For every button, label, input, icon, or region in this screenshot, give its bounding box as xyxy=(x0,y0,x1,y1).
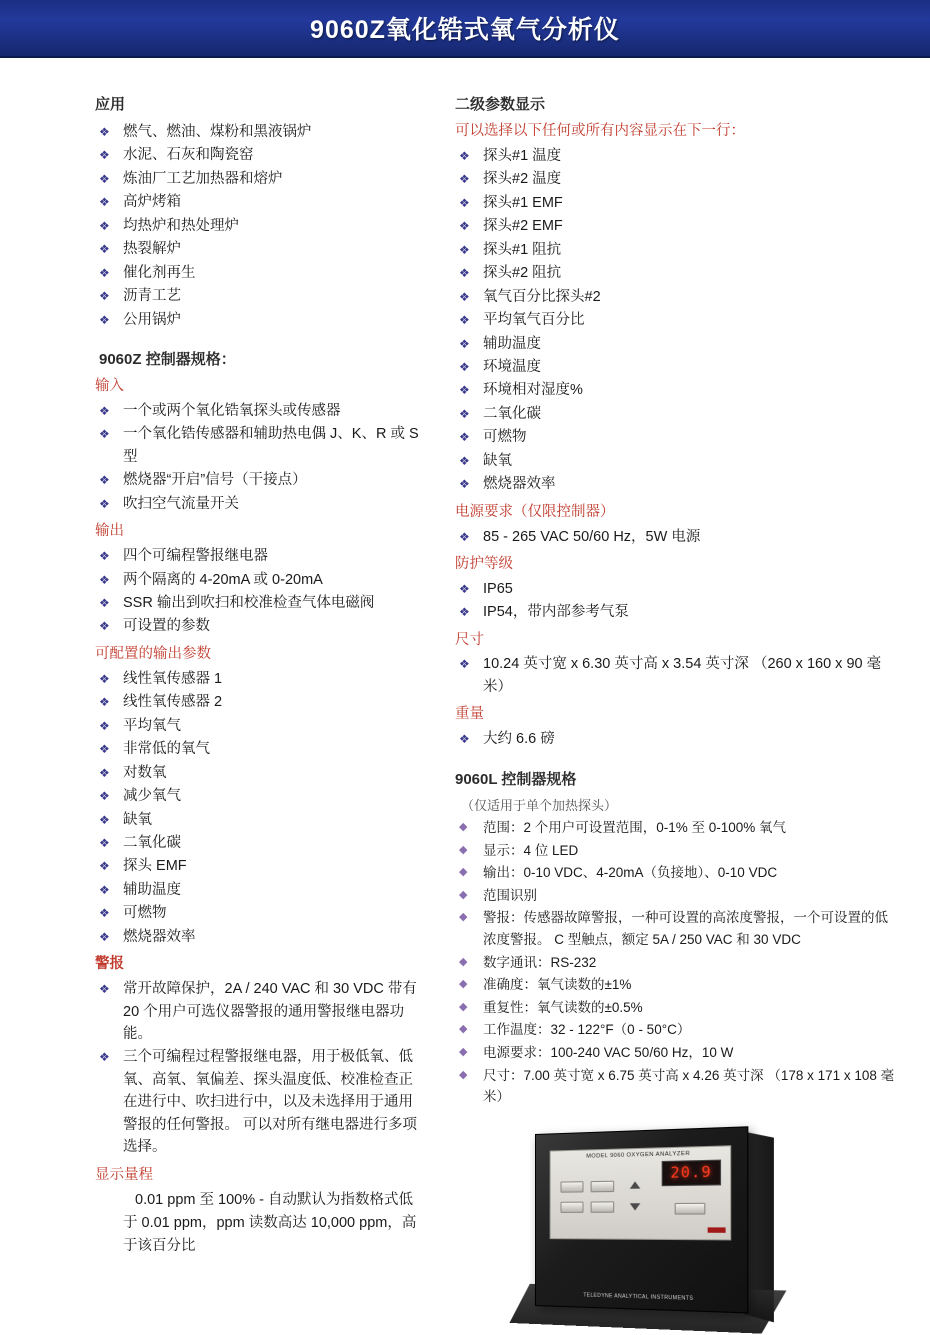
list-item-label: 电源要求：100-240 VAC 50/60 Hz，10 W xyxy=(483,1045,734,1061)
input-list xyxy=(95,400,422,515)
bullet-icon: ❖ xyxy=(99,265,110,280)
bullet-icon: ❖ xyxy=(99,403,110,418)
list-item xyxy=(95,785,422,807)
list-item xyxy=(95,215,422,237)
list-item-label: 可燃物 xyxy=(123,905,167,922)
list-item xyxy=(455,653,900,698)
list-item xyxy=(95,615,422,637)
list-item xyxy=(455,473,900,495)
list-item xyxy=(95,144,422,166)
device-button-3[interactable] xyxy=(560,1201,583,1212)
list-item xyxy=(95,902,422,924)
bullet-icon: ❖ xyxy=(459,430,470,445)
list-item-label: 可燃物 xyxy=(483,429,527,446)
list-item-label: 二氧化碳 xyxy=(123,834,181,851)
list-item xyxy=(455,1042,900,1064)
list-item xyxy=(455,862,900,884)
list-item-label: 线性氧传感器 2 xyxy=(123,694,223,711)
secondary-params-lead: 可以选择以下任何或所有内容显示在下一行： xyxy=(455,123,745,139)
device-button-4[interactable] xyxy=(591,1201,615,1212)
list-item-label: 平均氧气 xyxy=(123,717,181,734)
bullet-icon: ❖ xyxy=(459,172,470,187)
list-item-label: 环境相对湿度% xyxy=(483,382,583,399)
list-item xyxy=(95,762,422,784)
display-range-text: 0.01 ppm 至 100% - 自动默认为指数格式低于 0.01 ppm，ppm 读数高达 10,000 ppm，高于该百分比 xyxy=(123,1191,417,1254)
list-item xyxy=(455,379,900,401)
list-item xyxy=(95,879,422,901)
bullet-icon: ❖ xyxy=(459,605,470,620)
list-item xyxy=(455,974,900,996)
bullet-icon: ❖ xyxy=(459,242,470,257)
list-item-label: 探头#1 EMF xyxy=(483,194,563,211)
list-item xyxy=(455,907,900,950)
device-button-1[interactable] xyxy=(560,1181,583,1192)
bullet-icon: ❖ xyxy=(459,148,470,163)
bullet-icon: ❖ xyxy=(99,171,110,186)
list-item-label: 数字通讯：RS-232 xyxy=(483,954,597,970)
list-item-label: 线性氧传感器 1 xyxy=(123,670,223,687)
bullet-icon: ❖ xyxy=(99,496,110,511)
list-item-label: 四个可编程警报继电器 xyxy=(123,548,268,565)
list-item xyxy=(455,817,900,839)
list-item-label: 减少氧气 xyxy=(123,788,181,805)
bullet-icon: ❖ xyxy=(459,406,470,421)
list-item-label: 燃烧器“开启”信号（干接点） xyxy=(123,472,307,489)
arrow-up-icon[interactable] xyxy=(630,1181,641,1188)
diamond-icon: ◆ xyxy=(459,978,468,991)
diamond-icon: ◆ xyxy=(459,955,468,968)
bullet-icon: ❖ xyxy=(99,982,110,997)
analyzer-device-illustration xyxy=(535,1126,758,1317)
list-item-label: 高炉烤箱 xyxy=(123,194,181,211)
diamond-icon: ◆ xyxy=(459,821,468,834)
power-list xyxy=(455,526,900,548)
bullet-icon: ❖ xyxy=(99,427,110,442)
display-range-label: 显示量程 xyxy=(95,1166,153,1183)
diamond-icon: ◆ xyxy=(459,1000,468,1013)
bullet-icon: ❖ xyxy=(99,148,110,163)
list-item-label: 燃气、燃油、煤粉和黑液锅炉 xyxy=(123,124,312,140)
list-item-label: 工作温度：32 - 122°F（0 - 50°C） xyxy=(483,1022,691,1038)
dimensions-list xyxy=(455,653,900,698)
list-item-label: 催化剂再生 xyxy=(123,264,196,281)
list-item-label: IP65 xyxy=(483,580,513,597)
list-item-label: 范围识别 xyxy=(483,887,537,903)
page-header xyxy=(0,0,930,58)
list-item xyxy=(95,121,422,143)
bullet-icon: ❖ xyxy=(99,671,110,686)
list-item-label: 常开故障保护，2A / 240 VAC 和 30 VDC 带有 20 个用户可选仪器警报的通用警报继电器功能。 xyxy=(123,981,417,1042)
list-item-label: 范围：2 个用户可设置范围，0-1% 至 0-100% 氧气 xyxy=(483,820,787,836)
bullet-icon: ❖ xyxy=(459,266,470,281)
list-item-label: 探头#2 温度 xyxy=(483,171,562,188)
list-item xyxy=(455,309,900,331)
input-label: 输入 xyxy=(95,378,124,395)
device-brand-label: MODEL 9060 OXYGEN ANALYZER xyxy=(586,1150,691,1160)
bullet-icon: ❖ xyxy=(99,1050,110,1065)
list-item-label: 探头 EMF xyxy=(123,858,187,875)
product-photo xyxy=(455,1124,900,1319)
list-item xyxy=(95,978,422,1045)
bullet-icon: ❖ xyxy=(99,572,110,587)
list-item-label: IP54，带内部参考气泵 xyxy=(483,604,629,621)
weight-label: 重量 xyxy=(455,706,484,723)
list-item xyxy=(455,426,900,448)
list-item xyxy=(455,192,900,214)
power-label: 电源要求（仅限控制器） xyxy=(455,503,615,520)
list-item xyxy=(455,239,900,261)
bullet-icon: ❖ xyxy=(459,453,470,468)
bullet-icon: ❖ xyxy=(99,812,110,827)
list-item-label: 10.24 英寸宽 x 6.30 英寸高 x 3.54 英寸深 （260 x 160 x 90 毫米） xyxy=(483,656,882,695)
list-item xyxy=(455,997,900,1019)
applications-heading: 应用 xyxy=(95,96,126,113)
list-item xyxy=(95,191,422,213)
device-logo-label: TELEDYNE ANALYTICAL INSTRUMENTS xyxy=(583,1292,694,1302)
list-item xyxy=(455,450,900,472)
list-item-label: 一个或两个氧化锆氧探头或传感器 xyxy=(123,402,341,419)
list-item-label: 显示：4 位 LED xyxy=(483,842,579,858)
applications-list xyxy=(95,121,422,331)
l-spec-list xyxy=(455,817,900,1108)
configurable-output-list xyxy=(95,668,422,949)
list-item xyxy=(95,592,422,614)
bullet-icon: ❖ xyxy=(99,742,110,757)
list-item xyxy=(95,1046,422,1158)
device-indicator xyxy=(708,1227,726,1232)
list-item xyxy=(455,840,900,862)
bullet-icon: ❖ xyxy=(459,529,470,544)
list-item xyxy=(455,1019,900,1041)
bullet-icon: ❖ xyxy=(99,195,110,210)
list-item-label: 85 - 265 VAC 50/60 Hz，5W 电源 xyxy=(483,528,701,545)
list-item xyxy=(455,885,900,907)
list-item-label: 环境温度 xyxy=(483,358,541,375)
list-item-label: 准确度：氧气读数的±1% xyxy=(483,977,632,993)
bullet-icon: ❖ xyxy=(99,765,110,780)
list-item-label: 非常低的氧气 xyxy=(123,741,210,758)
list-item xyxy=(95,715,422,737)
list-item-label: 探头#2 EMF xyxy=(483,218,563,235)
list-item-label: 三个可编程过程警报继电器，用于极低氧、低氧、高氧、氧偏差、探头温度低、校准检查正在进行中、吹扫进行中，以及未选择用于通用警报的任何警报。 可以对所有继电器进行多项选择。 xyxy=(123,1049,418,1156)
list-item xyxy=(455,578,900,600)
list-item xyxy=(95,545,422,567)
list-item xyxy=(455,403,900,425)
device-button-enter[interactable] xyxy=(675,1203,706,1215)
bullet-icon: ❖ xyxy=(459,313,470,328)
configurable-output-label: 可配置的输出参数 xyxy=(95,645,211,662)
list-item-label: 辅助温度 xyxy=(123,881,181,898)
bullet-icon: ❖ xyxy=(99,906,110,921)
list-item-label: 探头#1 温度 xyxy=(483,147,562,164)
left-column xyxy=(30,94,430,1319)
list-item-label: 燃烧器效率 xyxy=(483,476,556,493)
list-item xyxy=(95,168,422,190)
list-item-label: 平均氧气百分比 xyxy=(483,312,585,329)
list-item-label: 探头#1 阻抗 xyxy=(483,241,562,258)
list-item-label: 两个隔离的 4-20mA 或 0-20mA xyxy=(123,571,323,588)
device-button-2[interactable] xyxy=(591,1181,615,1193)
list-item-label: 对数氧 xyxy=(123,764,167,781)
list-item xyxy=(455,526,900,548)
bullet-icon: ❖ xyxy=(99,473,110,488)
bullet-icon: ❖ xyxy=(459,581,470,596)
bullet-icon: ❖ xyxy=(99,789,110,804)
bullet-icon: ❖ xyxy=(99,835,110,850)
list-item xyxy=(455,356,900,378)
alarm-label: 警报 xyxy=(95,956,124,973)
bullet-icon: ❖ xyxy=(99,695,110,710)
list-item-label: 燃烧器效率 xyxy=(123,928,196,945)
bullet-icon: ❖ xyxy=(99,596,110,610)
list-item-label: 氧气百分比探头#2 xyxy=(483,288,601,305)
bullet-icon: ❖ xyxy=(459,383,470,398)
list-item xyxy=(95,832,422,854)
list-item-label: 警报：传感器故障警报，一种可设置的高浓度警报，一个可设置的低浓度警报。 C 型触点，额定 5A / 250 VAC 和 30 VDC xyxy=(483,910,888,948)
output-list xyxy=(95,545,422,638)
list-item-label: 缺氧 xyxy=(483,452,512,469)
weight-list xyxy=(455,728,900,750)
list-item xyxy=(455,145,900,167)
list-item-label: 热裂解炉 xyxy=(123,241,181,258)
l-spec-note: （仅适用于单个加热探头） xyxy=(461,797,618,813)
diamond-icon: ◆ xyxy=(459,843,468,856)
bullet-icon: ❖ xyxy=(459,336,470,351)
list-item-label: 炼油厂工艺加热器和熔炉 xyxy=(123,170,283,187)
bullet-icon: ❖ xyxy=(99,312,110,327)
list-item-label: 吹扫空气流量开关 xyxy=(123,495,239,512)
list-item-label: 缺氧 xyxy=(123,811,152,828)
arrow-down-icon[interactable] xyxy=(630,1203,641,1210)
secondary-params-list xyxy=(455,145,900,496)
bullet-icon: ❖ xyxy=(99,218,110,233)
diamond-icon: ◆ xyxy=(459,911,468,924)
device-display-value: 20.9 xyxy=(670,1163,712,1182)
list-item-label: 输出：0-10 VDC、4-20mA（负接地）、0-10 VDC xyxy=(483,865,778,881)
device-display xyxy=(662,1159,721,1186)
list-item xyxy=(95,262,422,284)
bullet-icon: ❖ xyxy=(99,929,110,944)
list-item xyxy=(455,215,900,237)
list-item-label: 辅助温度 xyxy=(483,335,541,352)
alarm-list xyxy=(95,978,422,1159)
list-item xyxy=(95,285,422,307)
bullet-icon: ❖ xyxy=(99,125,110,139)
list-item-label: 大约 6.6 磅 xyxy=(483,731,555,748)
bullet-icon: ❖ xyxy=(459,732,470,747)
diamond-icon: ◆ xyxy=(459,1046,468,1059)
list-item-label: 重复性：氧气读数的±0.5% xyxy=(483,999,643,1015)
list-item-label: 均热炉和热处理炉 xyxy=(123,217,239,234)
list-item xyxy=(95,423,422,468)
content-columns xyxy=(0,58,930,1329)
list-item-label: 公用锅炉 xyxy=(123,311,181,328)
bullet-icon: ❖ xyxy=(99,882,110,897)
bullet-icon: ❖ xyxy=(459,657,470,672)
bullet-icon: ❖ xyxy=(459,477,470,492)
list-item xyxy=(95,309,422,331)
diamond-icon: ◆ xyxy=(459,1068,468,1081)
diamond-icon: ◆ xyxy=(459,888,468,901)
diamond-icon: ◆ xyxy=(459,1023,468,1036)
list-item xyxy=(455,286,900,308)
list-item-label: 尺寸：7.00 英寸宽 x 6.75 英寸高 x 4.26 英寸深 （178 x 171 x 108 毫米） xyxy=(483,1067,895,1105)
list-item xyxy=(455,168,900,190)
list-item xyxy=(95,569,422,591)
list-item xyxy=(95,855,422,877)
output-label: 输出 xyxy=(95,523,124,540)
list-item xyxy=(455,601,900,623)
bullet-icon: ❖ xyxy=(459,289,470,304)
list-item xyxy=(95,400,422,422)
list-item xyxy=(455,262,900,284)
list-item-label: 二氧化碳 xyxy=(483,405,541,422)
bullet-icon: ❖ xyxy=(99,619,110,634)
list-item xyxy=(455,728,900,750)
diamond-icon: ◆ xyxy=(459,866,468,879)
bullet-icon: ❖ xyxy=(99,718,110,733)
list-item xyxy=(95,926,422,948)
list-item xyxy=(455,1065,900,1108)
bullet-icon: ❖ xyxy=(459,195,470,210)
bullet-icon: ❖ xyxy=(99,549,110,564)
l-spec-heading: 9060L 控制器规格 xyxy=(455,770,577,788)
list-item xyxy=(95,691,422,713)
secondary-params-heading: 二级参数显示 xyxy=(455,96,546,113)
bullet-icon: ❖ xyxy=(459,219,470,234)
list-item xyxy=(95,809,422,831)
list-item-label: 水泥、石灰和陶瓷窑 xyxy=(123,147,254,164)
list-item xyxy=(455,952,900,974)
list-item-label: 探头#2 阻抗 xyxy=(483,265,562,282)
dimensions-label: 尺寸 xyxy=(455,631,484,648)
list-item-label: 可设置的参数 xyxy=(123,618,210,635)
list-item xyxy=(455,333,900,355)
list-item xyxy=(95,238,422,260)
list-item xyxy=(95,493,422,515)
bullet-icon: ❖ xyxy=(99,242,110,257)
protection-label: 防护等级 xyxy=(455,556,513,572)
page-title: 9060Z氧化锆式氧气分析仪 xyxy=(310,16,620,44)
list-item-label: 沥青工艺 xyxy=(123,288,181,305)
list-item xyxy=(95,469,422,491)
device-front-panel xyxy=(550,1145,732,1240)
controller-spec-heading: 9060Z 控制器规格： xyxy=(99,351,236,369)
protection-list xyxy=(455,578,900,624)
right-column xyxy=(430,94,900,1319)
device-body xyxy=(535,1126,748,1313)
bullet-icon: ❖ xyxy=(99,859,110,874)
bullet-icon: ❖ xyxy=(99,289,110,304)
list-item xyxy=(95,738,422,760)
list-item-label: SSR 输出到吹扫和校准检查气体电磁阀 xyxy=(123,595,375,611)
list-item-label: 一个氧化锆传感器和辅助热电偶 J、K、R 或 S 型 xyxy=(123,426,419,465)
list-item xyxy=(95,668,422,690)
bullet-icon: ❖ xyxy=(459,359,470,374)
